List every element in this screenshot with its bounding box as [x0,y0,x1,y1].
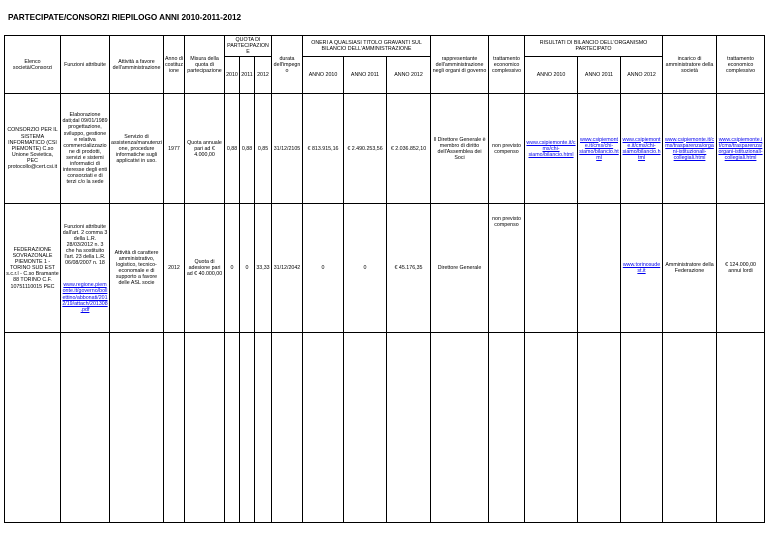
table-row-empty [5,333,765,523]
cell-rappresentante: Direttore Generale [431,204,489,333]
cell-attivita: Servizio di assistenza/manutenzione, procedure informatiche sugli applicativi in uso. [110,94,164,204]
header-incarico: incarico di amministratore della società [663,36,717,94]
cell-durata: 31/12/2042 [272,204,303,333]
bilancio-2012-link[interactable]: www.csipiemonte.it/cms/chi-siamo/bilancio.html [622,136,661,161]
cell-rappresentante: Il Direttore Generale è membro di diritto dell'Assemblea dei Soci [431,94,489,204]
page-title: PARTECIPATE/CONSORZI RIEPILOGO ANNI 2010-2011-2012 [8,13,242,22]
cell-elenco: FEDERAZIONE SOVRAZONALE PIEMONTE 1 - TORINO SUD EST s.c.r.l - C.so Bramante 88 TORINO C.F. 10751110015 PEC [5,204,61,333]
cell-misura: Quota annuale pari ad € 4.000,00 [185,94,225,204]
header-risultati-2011: ANNO 2011 [578,57,621,94]
bilancio-2011-link[interactable]: www.csipiemonte.it/cms/chi-siamo/bilancio.html [579,136,619,161]
header-oneri-group: ONERI A QUALSIASI TITOLO GRAVANTI SUL BILANCIO DELL'AMMINISTRAZIONE [303,36,431,57]
header-oneri-2010: ANNO 2010 [303,57,344,94]
cell-oneri-2011: € 2.490.253,56 [344,94,387,204]
cell-oneri-2012: € 45.176,35 [387,204,431,333]
trattamento-link[interactable]: www.csipiemonte.it/cms/trasparenza/organi-istituzionali-collegiali.html [718,136,763,161]
header-risultati-2012: ANNO 2012 [621,57,663,94]
cell-risultati-2011 [578,204,621,333]
cell-misura: Quota di adesione pari ad € 40.000,00 [185,204,225,333]
cell-oneri-2010: € 813.915,16 [303,94,344,204]
cell-risultati-2010 [525,204,578,333]
header-funzioni: Funzioni attribuite [61,36,110,94]
cell-quota-2012: 33,33 [255,204,272,333]
header-anno: Anno di costituzione [164,36,185,94]
regione-bollettino-link[interactable]: www.regione.piemonte.it/governo/bollettino/abbonati/2012/19/attach/201308.pdf [62,282,108,313]
cell-risultati-2012 [621,94,663,204]
cell-risultati-2011 [578,94,621,204]
torinosudest-link[interactable]: www.torinosudest.it [622,262,661,275]
cell-risultati-2010 [525,94,578,204]
header-oneri-2011: ANNO 2011 [344,57,387,94]
cell-quota-2010: 0 [225,204,240,333]
cell-trattamento: non previsto compenso [489,94,525,204]
header-quota-2012: 2012 [255,57,272,94]
header-rappresentante: rappresentante dell'amministrazione negli organi di governo [431,36,489,94]
cell-elenco: CONSORZIO PER IL SISTEMA INFORMATICO (CSI PIEMONTE) C.so Unione Sovietica, PEC protocollo@cert.csi.it [5,94,61,204]
table-row [5,204,765,333]
cell-funzioni [61,204,110,333]
header-misura: Misura della quota di partecipazione [185,36,225,94]
header-oneri-2012: ANNO 2012 [387,57,431,94]
cell-quota-2012: 0,85 [255,94,272,204]
cell-trattamento-2 [717,94,765,204]
header-quota-group: QUOTA DI PARTECIPAZIONE [225,36,272,57]
header-risultati-2010: ANNO 2010 [525,57,578,94]
header-durata: durata dell'impegno [272,36,303,94]
funzioni-text: Funzioni attribuite dall'art. 2 comma 3 della L.R. 28/03/2012 n. 3 che ha sostituito l'art. 23 della L.R. 06/08/2007 n. 18 [62,223,108,267]
header-trattamento-2: trattamento economico complessivo [717,36,765,94]
bilancio-2010-link[interactable]: www.csipiemonte.it/cms/chi-siamo/bilancio.html [526,139,576,158]
incarico-link[interactable]: www.csipiemonte.it/cms/trasparenza/organi-istituzionali-collegiali.html [664,136,715,161]
cell-quota-2011: 0 [240,204,255,333]
header-risultati-group: RISULTATI DI BILANCIO DELL'ORGANISMO PARTECIPATO [525,36,663,57]
header-elenco: Elenco società/Consorzi [5,36,61,94]
summary-table [4,35,765,523]
cell-quota-2011: 0,88 [240,94,255,204]
cell-oneri-2012: € 2.036.852,10 [387,94,431,204]
cell-trattamento: non previsto compenso [489,204,525,333]
header-attivita: Attività a favore dell'amministrazione [110,36,164,94]
cell-funzioni: Elaborazione dati;dal 09/01/1989 progettazione, sviluppo, gestione e relativa commercializzazione di prodotti, servizi e sistemi informatici di interesse degli enti consorziati e di terzi c/o la sede [61,94,110,204]
cell-durata: 31/12/2105 [272,94,303,204]
header-trattamento: trattamento economico complessivo [489,36,525,94]
cell-anno: 2012 [164,204,185,333]
header-quota-2010: 2010 [225,57,240,94]
cell-quota-2010: 0,88 [225,94,240,204]
cell-attivita: Attività di carattere amministrativo, logistico, tecnico-economale e di supporto a favore delle ASL socie [110,204,164,333]
table-row [5,94,765,204]
cell-incarico [663,94,717,204]
cell-trattamento-2: € 124.000,00 annui lordi [717,204,765,333]
cell-anno: 1977 [164,94,185,204]
cell-oneri-2010: 0 [303,204,344,333]
cell-oneri-2011: 0 [344,204,387,333]
header-quota-2011: 2011 [240,57,255,94]
header-row-top [5,36,765,57]
cell-risultati-2012 [621,204,663,333]
cell-incarico: Amministratore della Federazione [663,204,717,333]
